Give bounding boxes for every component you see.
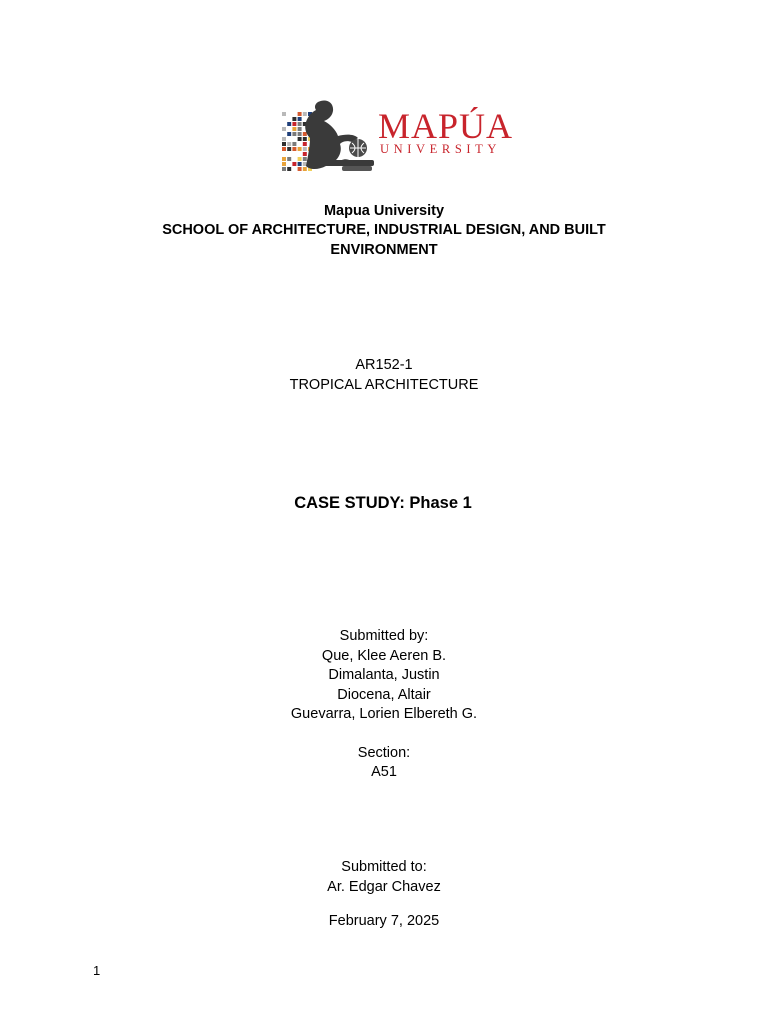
course-title: TROPICAL ARCHITECTURE bbox=[289, 377, 479, 393]
mosaic-tile bbox=[303, 167, 307, 171]
logo-subtext: UNIVERSITY bbox=[380, 142, 501, 156]
mosaic-tile bbox=[287, 157, 291, 161]
document-title: CASE STUDY: Phase 1 bbox=[294, 494, 472, 512]
mosaic-tile bbox=[282, 162, 286, 166]
page-number: 1 bbox=[93, 963, 101, 978]
school-name-line2: ENVIRONMENT bbox=[330, 242, 438, 258]
university-name: Mapua University bbox=[323, 203, 445, 219]
member-name: Guevarra, Lorien Elbereth G. bbox=[290, 706, 478, 722]
mosaic-tile bbox=[303, 112, 307, 116]
mosaic-tile bbox=[303, 142, 307, 146]
school-name-line1: SCHOOL OF ARCHITECTURE, INDUSTRIAL DESIGN, AND BUILT bbox=[162, 222, 606, 238]
mosaic-tile bbox=[298, 147, 302, 151]
mosaic-tile bbox=[287, 122, 291, 126]
submitted-to-label: Submitted to: bbox=[341, 859, 427, 875]
mosaic-tile bbox=[292, 127, 296, 131]
mosaic-tile bbox=[292, 117, 296, 121]
mosaic-tile bbox=[282, 112, 286, 116]
mosaic-tile bbox=[303, 132, 307, 136]
mosaic-tile bbox=[303, 137, 307, 141]
member-name: Diocena, Altair bbox=[337, 687, 431, 703]
logo-emblem-icon bbox=[266, 94, 378, 180]
mosaic-tile bbox=[298, 112, 302, 116]
mosaic-tile bbox=[298, 167, 302, 171]
mosaic-tile bbox=[298, 117, 302, 121]
mosaic-tile bbox=[298, 157, 302, 161]
mosaic-tile bbox=[298, 162, 302, 166]
mosaic-tile bbox=[282, 157, 286, 161]
university-logo bbox=[266, 94, 520, 180]
mosaic-tile bbox=[303, 157, 307, 161]
mosaic-tile bbox=[298, 122, 302, 126]
member-name: Dimalanta, Justin bbox=[328, 667, 440, 683]
mosaic-tile bbox=[287, 167, 291, 171]
mosaic-tile bbox=[282, 137, 286, 141]
submitted-to-name: Ar. Edgar Chavez bbox=[327, 879, 441, 895]
mosaic-tile bbox=[298, 132, 302, 136]
mosaic-tile bbox=[292, 147, 296, 151]
mosaic-tile bbox=[292, 132, 296, 136]
mosaic-tile bbox=[282, 167, 286, 171]
mosaic-tile bbox=[292, 162, 296, 166]
section-label: Section: bbox=[357, 745, 411, 761]
mosaic-tile bbox=[287, 132, 291, 136]
mosaic-tile bbox=[292, 122, 296, 126]
mosaic-tile bbox=[303, 152, 307, 156]
mosaic-tile bbox=[287, 147, 291, 151]
mosaic-tile bbox=[282, 142, 286, 146]
mosaic-tile bbox=[282, 147, 286, 151]
mosaic-tile bbox=[303, 147, 307, 151]
submitted-by-label: Submitted by: bbox=[339, 628, 429, 644]
submission-date: February 7, 2025 bbox=[328, 913, 440, 929]
course-code: AR152-1 bbox=[355, 357, 413, 373]
mosaic-tile bbox=[292, 142, 296, 146]
mosaic-tile bbox=[287, 142, 291, 146]
member-name: Que, Klee Aeren B. bbox=[321, 648, 447, 664]
mosaic-tile bbox=[298, 137, 302, 141]
logo-wordmark: MAPÚA bbox=[378, 106, 514, 146]
section-value: A51 bbox=[371, 764, 397, 780]
mosaic-tile bbox=[298, 127, 302, 131]
mosaic-tile bbox=[282, 127, 286, 131]
